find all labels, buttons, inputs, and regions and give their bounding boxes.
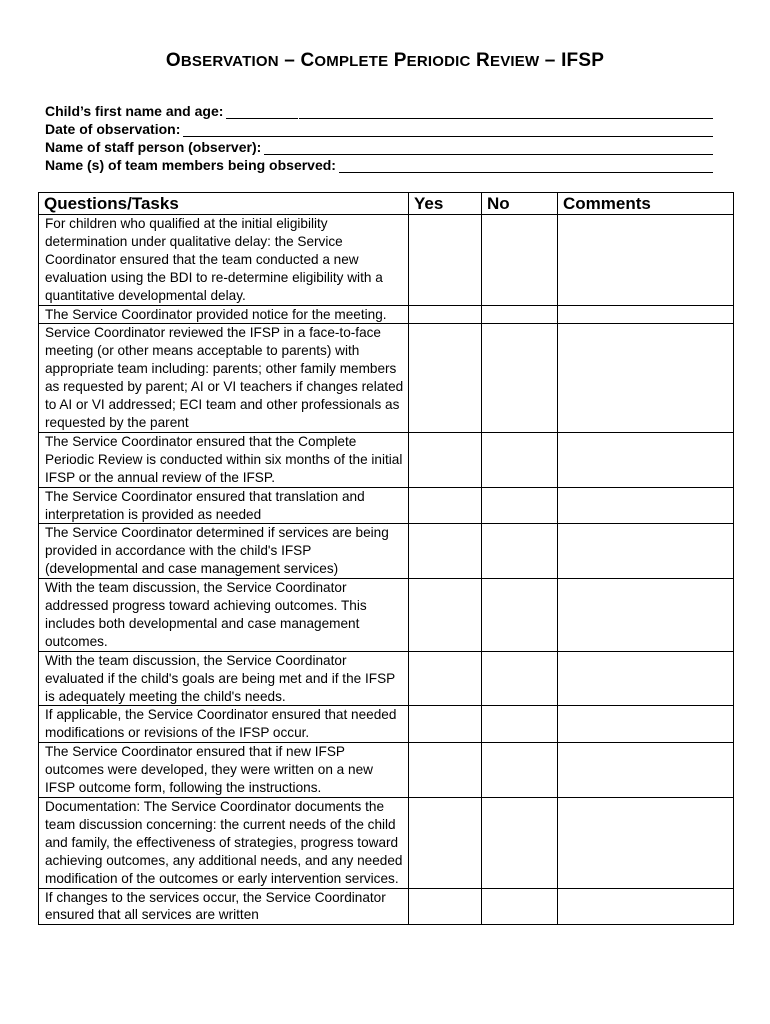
page-title: OBSERVATION – COMPLETE PERIODIC REVIEW – IFSP <box>165 50 605 71</box>
no-cell[interactable] <box>482 324 558 432</box>
table-row <box>39 487 734 524</box>
child-name-blank[interactable] <box>226 105 298 119</box>
table-row <box>39 706 734 743</box>
comments-cell[interactable] <box>558 215 734 306</box>
comments-cell[interactable] <box>558 798 734 889</box>
team-members-blank[interactable] <box>339 159 713 173</box>
comments-cell[interactable] <box>558 579 734 652</box>
observation-date-label: Date of observation: <box>45 121 181 137</box>
header-questions-tasks: Questions/Tasks <box>39 193 409 215</box>
task-cell: The Service Coordinator ensured that if new IFSP outcomes were developed, they were written on a new IFSP outcome form, following the instructions. <box>39 743 409 798</box>
team-members-field[interactable] <box>45 155 713 173</box>
observation-date-blank[interactable] <box>183 123 713 137</box>
no-cell[interactable] <box>482 888 558 925</box>
comments-cell[interactable] <box>558 888 734 925</box>
table-row <box>39 432 734 487</box>
task-cell: Service Coordinator reviewed the IFSP in a face-to-face meeting (or other means acceptable to parents) with appropriate team including: parents; other family members as requested by parent; AI or VI teachers if changes related to AI or VI addressed; ECI team and other professionals as requested by the parent <box>39 324 409 432</box>
header-fields <box>45 101 713 173</box>
yes-cell[interactable] <box>409 524 482 579</box>
comments-cell[interactable] <box>558 324 734 432</box>
task-cell: Documentation: The Service Coordinator documents the team discussion concerning: the current needs of the child and family, the effectiveness of strategies, progress toward achieving outcomes, any additional needs, and any needed modification of the outcomes or early intervention services. <box>39 798 409 889</box>
task-cell: The Service Coordinator ensured that the Complete Periodic Review is conducted within six months of the initial IFSP or the annual review of the IFSP. <box>39 432 409 487</box>
comments-cell[interactable] <box>558 432 734 487</box>
table-row <box>39 524 734 579</box>
task-cell: With the team discussion, the Service Coordinator evaluated if the child's goals are being met and if the IFSP is adequately meeting the child's needs. <box>39 651 409 706</box>
no-cell[interactable] <box>482 579 558 652</box>
comments-cell[interactable] <box>558 305 734 324</box>
no-cell[interactable] <box>482 706 558 743</box>
comments-cell[interactable] <box>558 524 734 579</box>
observer-name-blank[interactable] <box>264 141 713 155</box>
observer-name-field[interactable] <box>45 137 713 155</box>
no-cell[interactable] <box>482 487 558 524</box>
yes-cell[interactable] <box>409 798 482 889</box>
no-cell[interactable] <box>482 432 558 487</box>
yes-cell[interactable] <box>409 215 482 306</box>
table-row <box>39 215 734 306</box>
no-cell[interactable] <box>482 524 558 579</box>
yes-cell[interactable] <box>409 743 482 798</box>
yes-cell[interactable] <box>409 324 482 432</box>
table-row <box>39 743 734 798</box>
table-row <box>39 888 734 925</box>
table-row <box>39 651 734 706</box>
observer-name-label: Name of staff person (observer): <box>45 139 262 155</box>
yes-cell[interactable] <box>409 579 482 652</box>
comments-cell[interactable] <box>558 651 734 706</box>
header-yes: Yes <box>409 193 482 215</box>
task-cell: The Service Coordinator ensured that translation and interpretation is provided as needed <box>39 487 409 524</box>
observation-checklist-table <box>38 192 734 925</box>
no-cell[interactable] <box>482 215 558 306</box>
header-no: No <box>482 193 558 215</box>
yes-cell[interactable] <box>409 487 482 524</box>
task-cell: If changes to the services occur, the Service Coordinator ensured that all services are written <box>39 888 409 925</box>
table-row <box>39 579 734 652</box>
header-comments: Comments <box>558 193 734 215</box>
table-row <box>39 305 734 324</box>
child-name-age-label: Child’s first name and age: <box>45 103 224 119</box>
task-cell: With the team discussion, the Service Coordinator addressed progress toward achieving outcomes. This includes both developmental and case management outcomes. <box>39 579 409 652</box>
task-cell: The Service Coordinator determined if services are being provided in accordance with the child's IFSP (developmental and case management services) <box>39 524 409 579</box>
yes-cell[interactable] <box>409 706 482 743</box>
child-name-age-field[interactable] <box>45 101 713 119</box>
comments-cell[interactable] <box>558 706 734 743</box>
task-cell: If applicable, the Service Coordinator ensured that needed modifications or revisions of the IFSP occur. <box>39 706 409 743</box>
no-cell[interactable] <box>482 651 558 706</box>
no-cell[interactable] <box>482 305 558 324</box>
comments-cell[interactable] <box>558 487 734 524</box>
table-row <box>39 324 734 432</box>
task-cell: The Service Coordinator provided notice for the meeting. <box>39 305 409 324</box>
child-age-blank[interactable] <box>299 105 713 119</box>
yes-cell[interactable] <box>409 888 482 925</box>
yes-cell[interactable] <box>409 651 482 706</box>
team-members-label: Name (s) of team members being observed: <box>45 157 336 173</box>
no-cell[interactable] <box>482 798 558 889</box>
table-row <box>39 798 734 889</box>
yes-cell[interactable] <box>409 432 482 487</box>
observation-date-field[interactable] <box>45 119 713 137</box>
comments-cell[interactable] <box>558 743 734 798</box>
table-header-row <box>39 193 734 215</box>
yes-cell[interactable] <box>409 305 482 324</box>
no-cell[interactable] <box>482 743 558 798</box>
task-cell: For children who qualified at the initial eligibility determination under qualitative delay: the Service Coordinator ensured that the team conducted a new evaluation using the BDI to re-determine eligibility with a quantitative developmental delay. <box>39 215 409 306</box>
